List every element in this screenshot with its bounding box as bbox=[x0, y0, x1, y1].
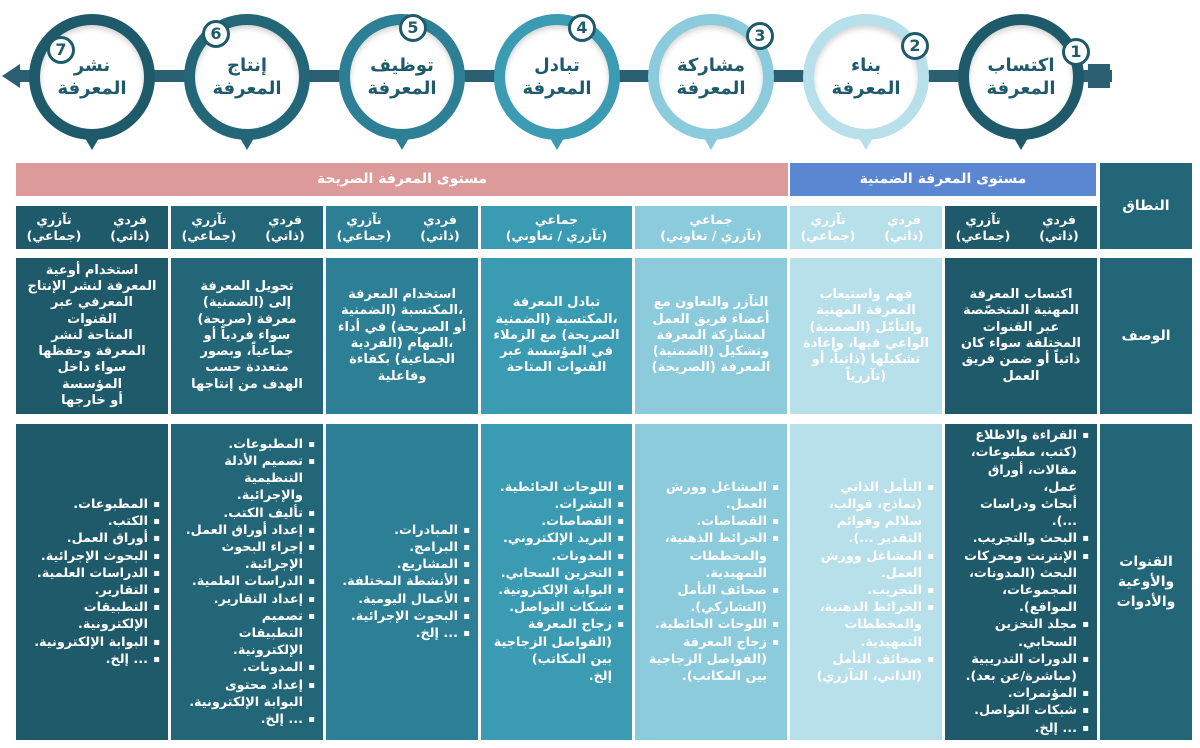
channels-stage3 bbox=[635, 424, 787, 740]
stage-number-badge: 2 bbox=[901, 32, 929, 60]
description-line: اكتساب المعرفة bbox=[969, 287, 1073, 303]
row-label-scope: النطاق bbox=[1100, 163, 1192, 249]
stage-1 bbox=[958, 14, 1084, 140]
stage-title-line2: المعرفة bbox=[212, 78, 282, 99]
scope-line1: فردي bbox=[887, 211, 921, 227]
channel-item: ▪ تصميم bbox=[186, 608, 315, 625]
channel-item: ▪ الدراسات العلمية. bbox=[34, 565, 160, 582]
row-label-description: الوصف bbox=[1100, 258, 1192, 414]
channel-item: بين المكاتب) bbox=[531, 651, 612, 667]
scope-line2: (جماعي) bbox=[336, 227, 392, 243]
channels-label-line1: القنوات bbox=[1119, 554, 1173, 570]
channel-item: سلالم وقوائم bbox=[836, 514, 922, 530]
channel-item: (مباشرة/عن بعد). bbox=[965, 669, 1077, 685]
chain-arrow-icon bbox=[2, 64, 20, 88]
channel-item: العمل. bbox=[880, 565, 922, 581]
channels-stage1 bbox=[945, 424, 1097, 740]
channel-item: ▪ اللوحات الحائطية. bbox=[649, 616, 779, 633]
channel-item: ▪ البحوث الإجرائية. bbox=[34, 548, 160, 565]
stage-pointer-icon bbox=[704, 138, 718, 150]
channel-item: (الذاتي، التآزري) bbox=[816, 669, 922, 685]
stage-title-line2: المعرفة bbox=[986, 78, 1056, 99]
channels-stage2 bbox=[790, 424, 942, 740]
stage-face bbox=[350, 25, 454, 129]
stage-title-line1: بناء bbox=[850, 55, 882, 76]
description-stage6 bbox=[171, 258, 323, 414]
description-line: (الضمنية) إلى bbox=[202, 295, 292, 311]
description-line: أو الصريحة) في أداء bbox=[337, 319, 467, 335]
scope-line1: تآزري bbox=[36, 211, 72, 227]
channel-item: الإلكترونية. bbox=[233, 643, 303, 659]
channel-item: ▪ الإنترنت ومحركات bbox=[953, 548, 1089, 565]
stage-2 bbox=[803, 14, 929, 140]
channel-item: والمخططات bbox=[689, 548, 767, 564]
channels-list bbox=[649, 479, 779, 685]
channel-item: ▪ مجلد التخزين bbox=[953, 616, 1089, 633]
channel-item: الإلكترونية. bbox=[78, 617, 148, 633]
description-line: (الضمنية) والتأمّل bbox=[809, 319, 923, 335]
description-line: أو خارجها bbox=[61, 393, 123, 409]
channels-stage6 bbox=[171, 424, 323, 740]
stage-pointer-icon bbox=[1014, 138, 1028, 150]
scope-line2: (ذاتي) bbox=[265, 227, 305, 243]
description-line: المعرفة وحفظها bbox=[38, 344, 146, 360]
channel-item: التنظيمية bbox=[244, 471, 303, 487]
channel-item: ▪ زجاج المعرفة bbox=[649, 634, 779, 651]
channel-item: ▪ البرامج. bbox=[342, 539, 470, 556]
description-line: تحويل المعرفة bbox=[200, 278, 294, 294]
scope-line2: (تآزري / تعاوني) bbox=[660, 227, 762, 243]
description-line: العمل bbox=[1002, 368, 1040, 384]
description-line: أعضاء فريق العمل bbox=[652, 311, 770, 327]
channel-item: ▪ الدورات التدريبية bbox=[953, 651, 1089, 668]
scope-line2: (جماعي) bbox=[181, 227, 237, 243]
description-line: ذاتياً أو ضمن فريق bbox=[961, 352, 1081, 368]
channel-item: ▪ القصاصات. bbox=[649, 513, 779, 530]
channel-item: المواقع). bbox=[1018, 600, 1077, 616]
description-line: الجماعية) بكفاءة bbox=[349, 352, 455, 368]
chain-end bbox=[1088, 64, 1110, 88]
channel-item: ▪ البحوث الإجرائية. bbox=[342, 608, 470, 625]
stage-6 bbox=[184, 14, 310, 140]
channel-item: ▪ الأعمال اليومية. bbox=[342, 591, 470, 608]
channel-item: ▪ أوراق العمل. bbox=[34, 530, 160, 547]
description-line: لمشاركة المعرفة bbox=[656, 327, 766, 343]
stage-title-line1: إنتاج bbox=[226, 55, 267, 76]
implicit-level-bar: مستوى المعرفة الضمنية bbox=[790, 163, 1096, 196]
scope-line2: (ذاتي) bbox=[420, 227, 460, 243]
channel-item: البحث (المدونات، bbox=[969, 565, 1077, 581]
scope-stage2-individual bbox=[866, 206, 942, 249]
scope-line2: (ذاتي) bbox=[1039, 227, 1079, 243]
stage-title-line1: تبادل bbox=[534, 55, 580, 76]
scope-stage3-collective bbox=[635, 206, 787, 249]
channels-list bbox=[953, 427, 1089, 737]
stage-pointer-icon bbox=[859, 138, 873, 150]
stage-pointer-icon bbox=[240, 138, 254, 150]
scope-line1: جماعي bbox=[534, 211, 579, 227]
channels-stage4 bbox=[481, 424, 632, 740]
channel-item: بين المكاتب). bbox=[681, 669, 767, 685]
description-line: سواء فردياً أو bbox=[203, 327, 291, 343]
description-line: المعرفة المهنية bbox=[816, 303, 916, 319]
stage-3 bbox=[648, 14, 774, 140]
channel-item: (كتب، مطبوعات، bbox=[970, 445, 1077, 461]
channel-item: ▪ صحائف التأمل bbox=[649, 582, 779, 599]
channel-item: ▪ التأمل الذاتي bbox=[817, 479, 934, 496]
channel-item: ▪ إجراء البحوث bbox=[186, 539, 315, 556]
scope-line2: (ذاتي) bbox=[884, 227, 924, 243]
stage-title-line1: نشر bbox=[73, 55, 111, 76]
channel-item: السحابي. bbox=[1018, 634, 1077, 650]
stage-7 bbox=[29, 14, 155, 140]
stage-face bbox=[505, 25, 609, 129]
channel-item: ▪ إعداد أوراق العمل. bbox=[186, 522, 315, 539]
channel-item: ▪ الخرائط الذهنية، bbox=[649, 530, 779, 547]
scope-stage2-collaborative bbox=[790, 206, 866, 249]
description-line: الواعي فيها، وإعادة bbox=[803, 336, 929, 351]
channel-item: ▪ القراءة والاطلاع bbox=[953, 427, 1089, 444]
stage-title-line2: المعرفة bbox=[522, 78, 592, 99]
channel-item: ▪ الأنشطة المختلفة. bbox=[342, 573, 470, 590]
channels-list bbox=[494, 479, 624, 685]
scope-stage6-collaborative bbox=[171, 206, 247, 249]
channel-item: التمهيدية. bbox=[860, 634, 922, 650]
channel-item: ▪ زجاج المعرفة bbox=[494, 616, 624, 633]
channel-item: ▪ التجريب. bbox=[817, 582, 934, 599]
channel-item: ▪ ... إلخ. bbox=[34, 651, 160, 668]
channel-item: ▪ المشاغل وورش bbox=[817, 548, 934, 565]
channel-item: (التشاركي). bbox=[690, 600, 767, 616]
description-line: جماعياً، وبصور bbox=[200, 344, 294, 360]
channel-item: (نماذج، قوالب، bbox=[828, 496, 922, 512]
stage-number-badge: 5 bbox=[399, 14, 427, 42]
stage-pointer-icon bbox=[550, 138, 564, 150]
process-chain bbox=[0, 0, 1200, 158]
channel-item: التطبيقات bbox=[238, 626, 303, 641]
channel-item: ▪ التخزين السحابي. bbox=[494, 565, 624, 582]
scope-stage1-collaborative bbox=[945, 206, 1021, 249]
description-line: التآزر والتعاون مع bbox=[653, 295, 769, 311]
description-line: استخدام أوعية bbox=[45, 262, 139, 278]
channel-item: ▪ البوابة الإلكترونية. bbox=[494, 582, 624, 599]
description-line: وفاعلية bbox=[377, 368, 427, 384]
channel-item: ▪ اللوحات الحائطية. bbox=[494, 479, 624, 496]
channels-stage5 bbox=[326, 424, 478, 740]
description-line: المهام (الفردية، bbox=[350, 336, 454, 351]
description-line: تبادل المعرفة bbox=[512, 295, 601, 311]
scope-line1: فردي bbox=[113, 211, 147, 227]
channel-item: (الفواصل الزجاجية bbox=[493, 634, 612, 650]
description-line: تشكيلها (ذاتياً، أو bbox=[811, 352, 921, 368]
channel-item: ▪ البحث والتجريب. bbox=[953, 530, 1089, 547]
channel-item: ▪ المؤتمرات. bbox=[953, 685, 1089, 702]
scope-stage4-collective bbox=[481, 206, 632, 249]
description-line: سواء داخل bbox=[57, 360, 127, 376]
stage-number-badge: 6 bbox=[202, 20, 230, 48]
channels-list bbox=[34, 496, 160, 668]
description-stage4 bbox=[481, 258, 632, 414]
channel-item: الإجرائية. bbox=[244, 557, 303, 573]
description-line: المؤسسة bbox=[61, 376, 123, 392]
scope-stage6-individual bbox=[247, 206, 323, 249]
channel-item: ▪ الدراسات العلمية. bbox=[186, 573, 315, 590]
description-line: معرفة (صريحة) bbox=[197, 311, 297, 327]
channel-item: ▪ المدونات. bbox=[186, 659, 315, 676]
channel-item: ▪ تصميم الأدلة bbox=[186, 453, 315, 470]
stage-title-line2: المعرفة bbox=[57, 78, 127, 99]
channel-item: ▪ ... إلخ. bbox=[186, 711, 315, 728]
channel-item: ▪ التطبيقات bbox=[34, 599, 160, 616]
description-stage2 bbox=[790, 258, 942, 414]
channel-item: التمهيدية. bbox=[705, 565, 767, 581]
channel-item: ▪ المطبوعات. bbox=[186, 436, 315, 453]
channel-item: والإجرائية. bbox=[236, 488, 303, 504]
stage-face bbox=[969, 25, 1073, 129]
channel-item: ▪ شبكات التواصل. bbox=[953, 702, 1089, 719]
stage-title-line1: اكتساب bbox=[987, 55, 1055, 76]
stage-number-badge: 4 bbox=[568, 14, 596, 42]
description-line: المعرفة لنشر الإنتاج bbox=[27, 278, 157, 294]
scope-line2: (ذاتي) bbox=[110, 227, 150, 243]
explicit-level-bar: مستوى المعرفة الصريحة bbox=[16, 163, 788, 196]
scope-line2: (جماعي) bbox=[800, 227, 856, 243]
description-line: (الضمنية) وتشكيل bbox=[652, 344, 770, 360]
stage-pointer-icon bbox=[85, 138, 99, 150]
scope-line1: تآزري bbox=[191, 211, 227, 227]
stage-title-line1: مشاركة bbox=[677, 55, 745, 76]
row-label-channels bbox=[1100, 424, 1192, 740]
scope-stage5-individual bbox=[402, 206, 478, 249]
stage-number-badge: 7 bbox=[47, 36, 75, 64]
description-line: القنوات المتاحة bbox=[506, 360, 607, 376]
channel-item: ▪ المشاريع. bbox=[342, 556, 470, 573]
scope-line2: (جماعي) bbox=[26, 227, 82, 243]
description-line: المهنية المتخصّصة bbox=[963, 303, 1079, 319]
scope-line1: تآزري bbox=[810, 211, 846, 227]
description-line: المعرفة (الصريحة) bbox=[651, 360, 771, 376]
channel-item: ▪ الخرائط الذهنية، bbox=[817, 599, 934, 616]
description-stage7 bbox=[16, 258, 168, 414]
channel-item: ▪ المشاغل وورش bbox=[649, 479, 779, 496]
channel-item: ▪ الكتب. bbox=[34, 513, 160, 530]
channel-item: والمخططات bbox=[844, 617, 922, 633]
description-line: فهم واستيعاب bbox=[819, 287, 913, 303]
channel-item: ▪ التقارير. bbox=[34, 582, 160, 599]
channels-list bbox=[817, 479, 934, 685]
stage-title-line2: المعرفة bbox=[831, 78, 901, 99]
channel-item: ▪ إعداد محتوى bbox=[186, 677, 315, 694]
channel-item: أبحاث ودراسات ...). bbox=[979, 496, 1077, 530]
description-stage1 bbox=[945, 258, 1097, 414]
channel-item: ▪ المطبوعات. bbox=[34, 496, 160, 513]
scope-line1: فردي bbox=[423, 211, 457, 227]
channel-item: مقالات، أوراق عمل، bbox=[987, 462, 1077, 495]
description-line: الهدف من إنتاجها bbox=[191, 376, 303, 392]
stage-4 bbox=[494, 14, 620, 140]
scope-line2: (جماعي) bbox=[955, 227, 1011, 243]
stage-number-badge: 1 bbox=[1062, 38, 1090, 66]
description-line: المختلفة سواء كان bbox=[961, 336, 1081, 351]
channel-item: ▪ البريد الإلكتروني. bbox=[494, 530, 624, 547]
scope-stage7-individual bbox=[92, 206, 168, 249]
channel-item: ▪ البوابة الإلكترونية. bbox=[34, 634, 160, 651]
scope-line1: فردي bbox=[268, 211, 302, 227]
channels-list bbox=[186, 436, 315, 728]
channels-stage7 bbox=[16, 424, 168, 740]
description-line: استخدام المعرفة bbox=[348, 287, 456, 303]
description-line: المعرفي عبر القنوات bbox=[51, 295, 133, 327]
channel-item: العمل. bbox=[725, 496, 767, 512]
description-line: في المؤسسة عبر bbox=[499, 344, 614, 360]
description-line: الصريحة) مع الزملاء bbox=[493, 327, 620, 343]
scope-line1: تآزري bbox=[965, 211, 1001, 227]
channel-item: ▪ المبادرات. bbox=[342, 522, 470, 539]
description-line: المكتسبة (الضمنية، bbox=[340, 303, 464, 319]
scope-stage5-collaborative bbox=[326, 206, 402, 249]
channel-item: ▪ النشرات. bbox=[494, 496, 624, 513]
scope-line1: جماعي bbox=[689, 211, 733, 227]
scope-line1: تآزري bbox=[346, 211, 382, 227]
channel-item: ▪ ... إلخ. bbox=[342, 625, 470, 642]
channel-item: (الفواصل الزجاجية bbox=[648, 651, 767, 667]
scope-line2: (تآزري / تعاوني) bbox=[505, 227, 608, 243]
description-line: عبر القنوات bbox=[982, 319, 1060, 335]
channel-item: البوابة الإلكترونية. bbox=[189, 694, 303, 710]
description-line: تآزرياً) bbox=[845, 368, 887, 384]
scope-line1: فردي bbox=[1042, 211, 1076, 227]
channel-item: ▪ القصاصات. bbox=[494, 513, 624, 530]
channels-label-line3: والأدوات bbox=[1116, 594, 1176, 610]
channel-item: ▪ تأليف الكتب. bbox=[186, 505, 315, 522]
channel-item: ▪ ... إلخ. bbox=[953, 720, 1089, 737]
channel-item: ▪ شبكات التواصل. bbox=[494, 599, 624, 616]
stage-title-line2: المعرفة bbox=[676, 78, 746, 99]
channels-list bbox=[342, 522, 470, 642]
description-line: متعددة حسب bbox=[205, 360, 289, 376]
channel-item: ▪ إعداد التقارير. bbox=[186, 591, 315, 608]
description-stage3 bbox=[635, 258, 787, 414]
stage-5 bbox=[339, 14, 465, 140]
description-line: المتاحة لنشر bbox=[51, 327, 133, 343]
channels-label-line2: والأوعية bbox=[1117, 574, 1175, 590]
stage-title-line1: توظيف bbox=[370, 55, 434, 76]
scope-stage1-individual bbox=[1021, 206, 1097, 249]
channel-item: المجموعات، bbox=[1002, 583, 1077, 598]
stage-pointer-icon bbox=[395, 138, 409, 150]
channel-item: التقدير ...). bbox=[848, 531, 922, 547]
channel-item: ▪ صحائف التأمل bbox=[817, 651, 934, 668]
stage-number-badge: 3 bbox=[746, 22, 774, 50]
channel-item: إلخ. bbox=[588, 669, 612, 685]
channel-item: ▪ المدونات. bbox=[494, 548, 624, 565]
stage-title-line2: المعرفة bbox=[367, 78, 437, 99]
description-stage5 bbox=[326, 258, 478, 414]
description-line: المكتسبة (الضمنية، bbox=[495, 311, 618, 327]
scope-stage7-collaborative bbox=[16, 206, 92, 249]
